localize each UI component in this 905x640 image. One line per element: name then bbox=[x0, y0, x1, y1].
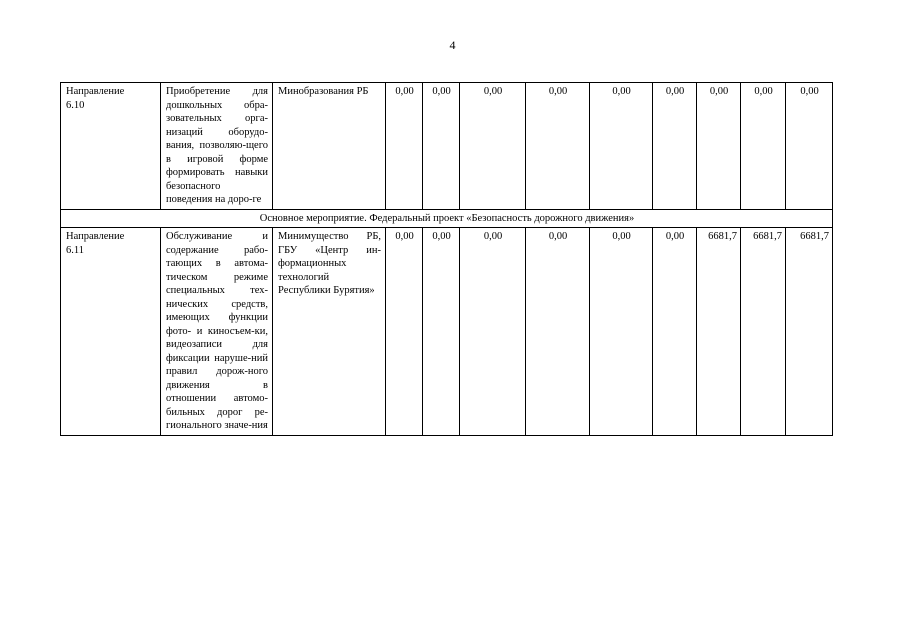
value-cell: 0,00 bbox=[423, 83, 460, 210]
page-number: 4 bbox=[449, 38, 456, 52]
value-cell: 0,00 bbox=[741, 83, 786, 210]
executor-cell: Минимущество РБ, ГБУ «Центр ин-формационных технологий Республики Бурятия» bbox=[273, 228, 386, 436]
value-cell: 0,00 bbox=[423, 228, 460, 436]
table-row bbox=[61, 228, 833, 436]
value-cell: 0,00 bbox=[590, 83, 653, 210]
value-cell: 0,00 bbox=[460, 228, 526, 436]
value-cell: 0,00 bbox=[653, 228, 697, 436]
value-cell: 0,00 bbox=[526, 228, 590, 436]
value-cell: 0,00 bbox=[386, 83, 423, 210]
section-header: Основное мероприятие. Федеральный проект «Безопасность дорожного движения» bbox=[61, 209, 833, 228]
direction-cell: Направление 6.10 bbox=[61, 83, 161, 210]
description-cell: Приобретение для дошкольных обра-зовательных орга-низаций оборудо-вания, позволяю-щего в игровой форме формировать навыки безопасного поведения на доро-ге bbox=[161, 83, 273, 210]
value-cell: 6681,7 bbox=[741, 228, 786, 436]
value-cell: 0,00 bbox=[786, 83, 833, 210]
description-cell: Обслуживание и содержание рабо-тающих в автома-тическом режиме специальных тех-нических средств, имеющих функции фото- и киносъем-ки, видеозаписи для фиксации наруше-ний правил дорож-ного движения в отношении автомо-бильных дорог ре-гионального значе-ния bbox=[161, 228, 273, 436]
value-cell: 0,00 bbox=[590, 228, 653, 436]
value-cell: 6681,7 bbox=[786, 228, 833, 436]
table-row bbox=[61, 83, 833, 210]
direction-cell: Направление 6.11 bbox=[61, 228, 161, 436]
section-row bbox=[61, 209, 833, 228]
value-cell: 0,00 bbox=[386, 228, 423, 436]
executor-cell: Минобразования РБ bbox=[273, 83, 386, 210]
value-cell: 0,00 bbox=[697, 83, 741, 210]
value-cell: 0,00 bbox=[526, 83, 590, 210]
value-cell: 0,00 bbox=[653, 83, 697, 210]
value-cell: 6681,7 bbox=[697, 228, 741, 436]
value-cell: 0,00 bbox=[460, 83, 526, 210]
program-table bbox=[60, 82, 833, 436]
